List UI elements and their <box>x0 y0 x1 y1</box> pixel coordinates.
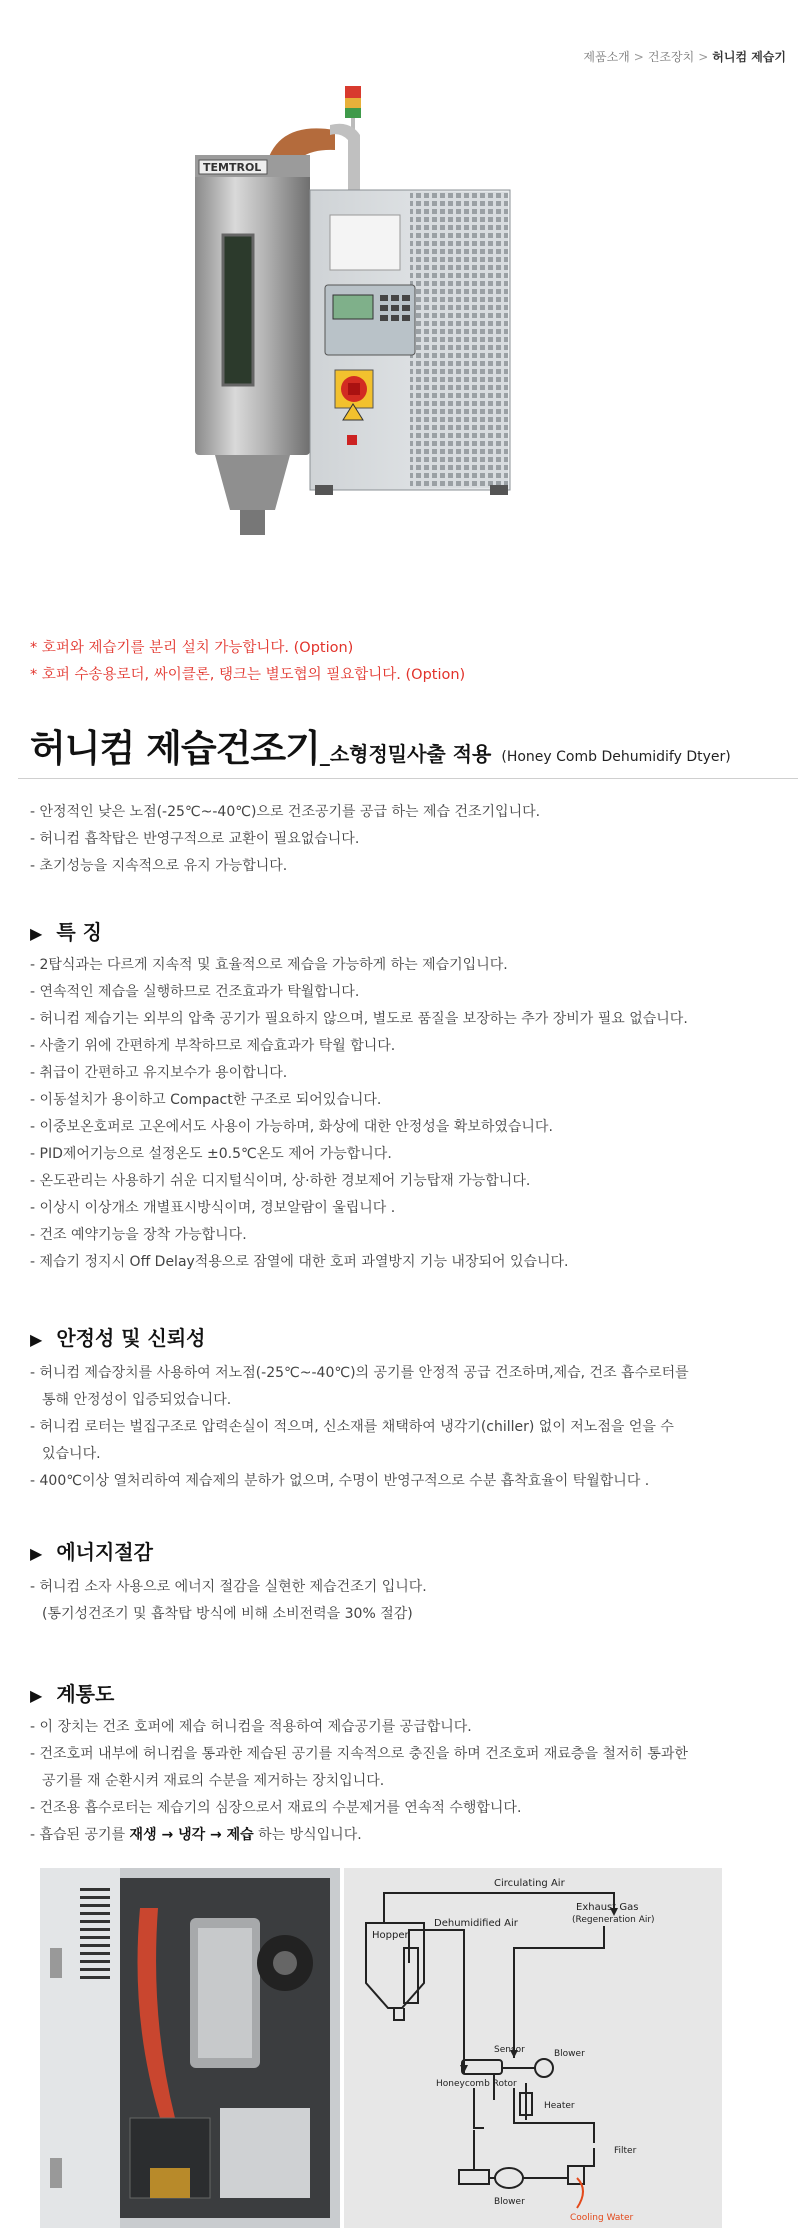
label-exhaust-gas: Exhaust Gas <box>576 1902 639 1913</box>
ventilation-grill <box>410 192 508 488</box>
section-title: 안정성 및 신뢰성 <box>56 1326 206 1350</box>
list-item: - 이 장치는 건조 호퍼에 제습 허니컴을 적용하여 제습공기를 공급합니다. <box>30 1719 472 1735</box>
list-item-continued: 공기를 재 순환시켜 재료의 수분을 제거하는 장치입니다. <box>42 1773 385 1789</box>
list-item: - 건조호퍼 내부에 허니컴을 통과한 제습된 공기를 지속적으로 충진을 하며 건조호퍼 재료층을 철저히 통과한 <box>30 1746 688 1762</box>
triangle-icon: ▶ <box>30 1544 43 1563</box>
triangle-icon: ▶ <box>30 924 43 943</box>
product-title <box>30 718 731 772</box>
list-item: - 이상시 이상개소 개별표시방식이며, 경보알람이 울립니다 . <box>30 1200 396 1216</box>
list-item: - 초기성능을 지속적으로 유지 가능합니다. <box>30 858 288 874</box>
text-suffix: 하는 방식입니다. <box>253 1827 362 1843</box>
list-item: - 허니컴 흡착탑은 반영구적으로 교환이 필요없습니다. <box>30 831 360 847</box>
intro-list <box>30 799 540 880</box>
section-energy-heading <box>30 1536 153 1565</box>
label-regeneration-air: (Regeneration Air) <box>572 1915 655 1925</box>
label-dehumidified-air: Dehumidified Air <box>434 1918 518 1929</box>
list-item: - 허니컴 로터는 벌집구조로 압력손실이 적으며, 신소재를 채택하여 냉각기(chiller) 없이 저노점을 얻을 수 <box>30 1419 674 1435</box>
section-title: 계통도 <box>56 1682 115 1706</box>
list-item-last <box>30 1822 688 1849</box>
flow-diagram <box>344 1868 722 2228</box>
label-sensor: Sensor <box>494 2045 525 2055</box>
features-list <box>30 952 688 1276</box>
triangle-icon: ▶ <box>30 1686 43 1705</box>
label-circulating-air: Circulating Air <box>494 1878 565 1889</box>
title-divider <box>18 778 798 779</box>
list-item: - 2탑식과는 다르게 지속적 및 효율적으로 제습을 가능하게 하는 제습기입니다. <box>30 957 508 973</box>
breadcrumb-products[interactable]: 제품소개 <box>583 50 630 64</box>
list-item: - 사출기 위에 간편하게 부착하므로 제습효과가 탁월 합니다. <box>30 1038 396 1054</box>
list-item: - 건조 예약기능을 장착 가능합니다. <box>30 1227 247 1243</box>
triangle-icon: ▶ <box>30 1330 43 1349</box>
section-features-heading <box>30 916 102 945</box>
breadcrumb-separator: > <box>633 50 644 64</box>
section-reliability-heading <box>30 1322 205 1351</box>
list-item: - PID제어기능으로 설정온도 ±0.5℃온도 제어 가능합니다. <box>30 1146 392 1162</box>
text-prefix: - 흡습된 공기를 <box>30 1827 130 1843</box>
list-item: - 온도관리는 사용하기 쉬운 디지털식이며, 상·하한 경보제어 기능탑재 가능합니다. <box>30 1173 531 1189</box>
list-item: - 400℃이상 열처리하여 제습제의 분하가 없으며, 수명이 반영구적으로 수분 흡착효율이 탁월합니다 . <box>30 1473 650 1489</box>
sight-glass <box>223 235 253 385</box>
product-image <box>135 80 535 590</box>
list-item: - 연속적인 제습을 실행하므로 건조효과가 탁월합니다. <box>30 984 360 1000</box>
list-item-continued: 있습니다. <box>42 1446 101 1462</box>
list-item: - 허니컴 소자 사용으로 에너지 절감을 실현한 제습건조기 입니다. <box>30 1579 427 1595</box>
section-flow-heading <box>30 1678 114 1707</box>
breadcrumb <box>583 48 786 65</box>
list-item: - 이동설치가 용이하고 Compact한 구조로 되어있습니다. <box>30 1092 382 1108</box>
lcd-display <box>333 295 373 319</box>
label-blower-top: Blower <box>554 2049 585 2059</box>
note-line: * 호퍼와 제습기를 분리 설치 가능합니다. (Option) <box>30 640 354 656</box>
list-item: - 취급이 간편하고 유지보수가 용이합니다. <box>30 1065 288 1081</box>
label-filter: Filter <box>614 2146 637 2156</box>
label-blower-bottom: Blower <box>494 2197 525 2207</box>
list-item: - 제습기 정지시 Off Delay적용으로 잠열에 대한 호퍼 과열방지 기능 내장되어 있습니다. <box>30 1254 569 1270</box>
interior-image <box>40 1868 340 2228</box>
breadcrumb-drying-equipment[interactable]: 건조장치 <box>647 50 695 64</box>
list-item-continued: (통기성건조기 및 흡착탑 방식에 비해 소비전력을 30% 절감) <box>42 1606 413 1622</box>
label-cooling-water: Cooling Water <box>570 2213 634 2223</box>
title-main: 허니컴 제습건조기 <box>30 727 320 770</box>
list-item-continued: 통해 안정성이 입증되었습니다. <box>42 1392 232 1408</box>
list-item: - 허니컴 제습장치를 사용하여 저노점(-25℃~-40℃)의 공기를 안정적 공급 건조하며,제습, 건조 흡수로터를 <box>30 1365 689 1381</box>
label-heater: Heater <box>544 2101 575 2111</box>
list-item: - 건조용 흡수로터는 제습기의 심장으로서 재료의 수분제거를 연속적 수행합니다. <box>30 1800 522 1816</box>
process-sequence: 재생 → 냉각 → 제습 <box>129 1827 254 1843</box>
section-title: 에너지절감 <box>56 1540 153 1564</box>
signal-light-red <box>345 86 361 98</box>
list-item: - 안정적인 낮은 노점(-25℃~-40℃)으로 건조공기를 공급 하는 제습 건조기입니다. <box>30 804 541 820</box>
section-title: 특 징 <box>56 920 102 944</box>
breadcrumb-current: 허니컴 제습기 <box>712 50 786 64</box>
label-honeycomb-rotor: Honeycomb Rotor <box>436 2079 517 2089</box>
title-english: (Honey Comb Dehumidify Dtyer) <box>501 749 731 765</box>
breadcrumb-separator: > <box>698 50 709 64</box>
list-item: - 허니컴 제습기는 외부의 압축 공기가 필요하지 않으며, 별도로 품질을 보장하는 추가 장비가 필요 없습니다. <box>30 1011 688 1027</box>
label-hopper: Hopper <box>372 1930 409 1941</box>
list-item: - 이중보온호퍼로 고온에서도 사용이 가능하며, 화상에 대한 안정성을 확보하였습니다. <box>30 1119 553 1135</box>
flow-list <box>30 1714 688 1849</box>
title-sub: _소형정밀사출 적용 <box>319 742 492 766</box>
option-notes <box>30 635 465 689</box>
note-line: * 호퍼 수송용로더, 싸이클론, 탱크는 별도협의 필요합니다. (Option) <box>30 667 466 683</box>
reliability-list <box>30 1360 689 1495</box>
brand-label: TEMTROL <box>203 161 262 174</box>
energy-list <box>30 1574 427 1628</box>
